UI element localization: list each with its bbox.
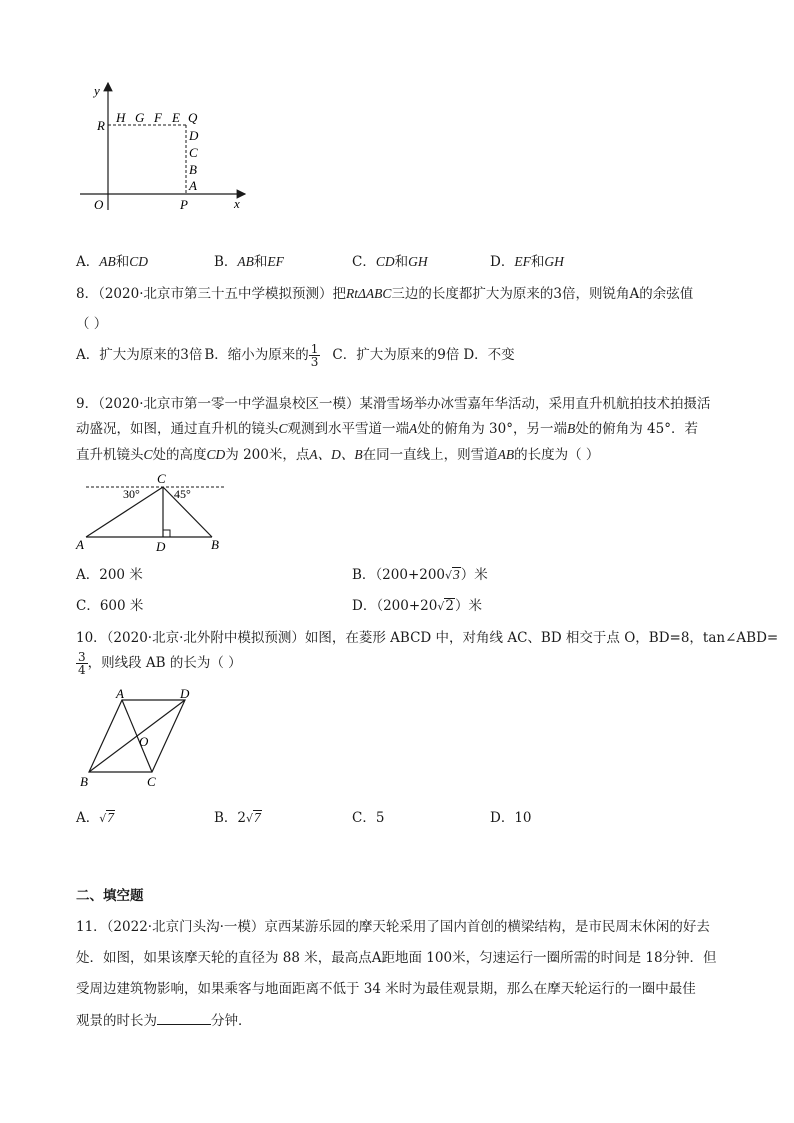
q7-option-a: A．AB和CD (76, 254, 149, 270)
q10-stem-line2: $\frac{3}{4}$ ，则线段 AB 的长为（ ） (78, 650, 242, 677)
q11-line1: 11．（2022·北京门头沟·一模）京西某游乐园的摩天轮采用了国内首创的横梁结构，是市民周末休闲的好去 (76, 919, 710, 935)
y-axis-label: y (94, 83, 100, 98)
label-A: A (76, 537, 84, 552)
label-O: O (139, 734, 149, 749)
diagonal-BD (89, 700, 185, 772)
q10-stem-line1: 10．（2020·北京·北外附中模拟预测）如图，在菱形 ABCD 中，对角线 AC、BD 相交于点 O，BD=8，tan∠ABD= (76, 630, 779, 646)
q8-option-b: B．缩小为原来的 (204, 347, 309, 363)
origin-label: O (94, 197, 104, 212)
q11-line4: 观景的时长为 分钟． (76, 1013, 252, 1029)
label-C: C (147, 774, 156, 789)
q8-options (76, 343, 515, 368)
q9-stem-line2: 动盛况，如图，通过直升机的镜头C观测到水平雪道一端A处的俯角为 30°，另一端B处的俯角为 45°．若 (76, 421, 698, 437)
q8-paren: （ ） (76, 316, 108, 332)
fraction-one-third: $\frac{1}{3}$ (310, 342, 319, 369)
q10-option-a: A．√7 (76, 810, 115, 826)
label-P: P (180, 197, 188, 212)
q7-option-b: B．AB和EF (214, 254, 284, 270)
fraction-three-quarters: $\frac{3}{4}$ (78, 650, 86, 677)
q8-stem: 8．（2020·北京市第三十五中学模拟预测）把RtΔABC三边的长度都扩大为原来的3倍，则锐角A的余弦值 (76, 286, 694, 302)
label-A: A (116, 688, 124, 701)
q10-option-b: B．2√7 (214, 810, 261, 826)
q11-line2: 处．如图，如果该摩天轮的直径为 88 米，最高点A距地面 100米，匀速运行一圈所需的时间是 18分钟．但 (76, 950, 717, 966)
q8-option-d: D．不变 (463, 347, 515, 363)
label-D: D (189, 128, 199, 143)
label-G: G (135, 110, 145, 125)
q9-stem-line1: 9．（2020·北京市第一零一中学温泉校区一模）某滑雪场举办冰雪嘉年华活动，采用直升机航拍技术拍摄活 (76, 396, 711, 412)
label-C: C (189, 145, 198, 160)
label-D: D (180, 688, 190, 701)
label-B: B (211, 537, 219, 552)
angle-45-label: 45° (174, 487, 191, 501)
q8-option-c: C．扩大为原来的9倍 (332, 347, 460, 363)
q9-option-d: D．（200+20√2）米 (352, 598, 482, 614)
helicopter-figure (70, 470, 240, 555)
q8-option-a: A．扩大为原来的3倍 (76, 347, 203, 363)
q9-option-b: B．（200+200√3）米 (352, 567, 488, 583)
q10-option-c: C．5 (352, 810, 385, 826)
q10-option-d: D．10 (490, 810, 532, 826)
section-title: 二、填空题 (76, 888, 144, 904)
angle-30-label: 30° (123, 487, 140, 501)
label-B: B (189, 162, 197, 177)
q7-option-d: D．EF和GH (490, 254, 564, 270)
label-H: H (116, 110, 126, 125)
rhombus-figure (72, 688, 202, 792)
label-C: C (157, 471, 166, 486)
q7-option-c: C．CD和GH (352, 254, 428, 270)
label-Q: Q (188, 110, 198, 125)
coordinate-figure (70, 78, 260, 213)
q11-line3: 受周边建筑物影响，如果乘客与地面距离不低于 34 米时为最佳观景期，那么在摩天轮运行的一圈中最佳 (76, 981, 696, 997)
q9-option-a: A．200 米 (76, 567, 143, 583)
label-B: B (80, 774, 88, 789)
label-A: A (189, 178, 197, 193)
label-D: D (156, 539, 166, 554)
right-angle-mark (163, 530, 170, 537)
x-axis-label: x (234, 196, 240, 211)
label-R: R (97, 118, 105, 133)
q9-stem-line3: 直升机镜头C处的高度CD为 200米，点A、D、B在同一直线上，则雪道AB的长度为（ ） (76, 447, 600, 463)
label-F: F (154, 110, 162, 125)
q9-option-c: C．600 米 (76, 598, 144, 614)
answer-blank[interactable] (157, 1012, 211, 1025)
label-E: E (172, 110, 180, 125)
